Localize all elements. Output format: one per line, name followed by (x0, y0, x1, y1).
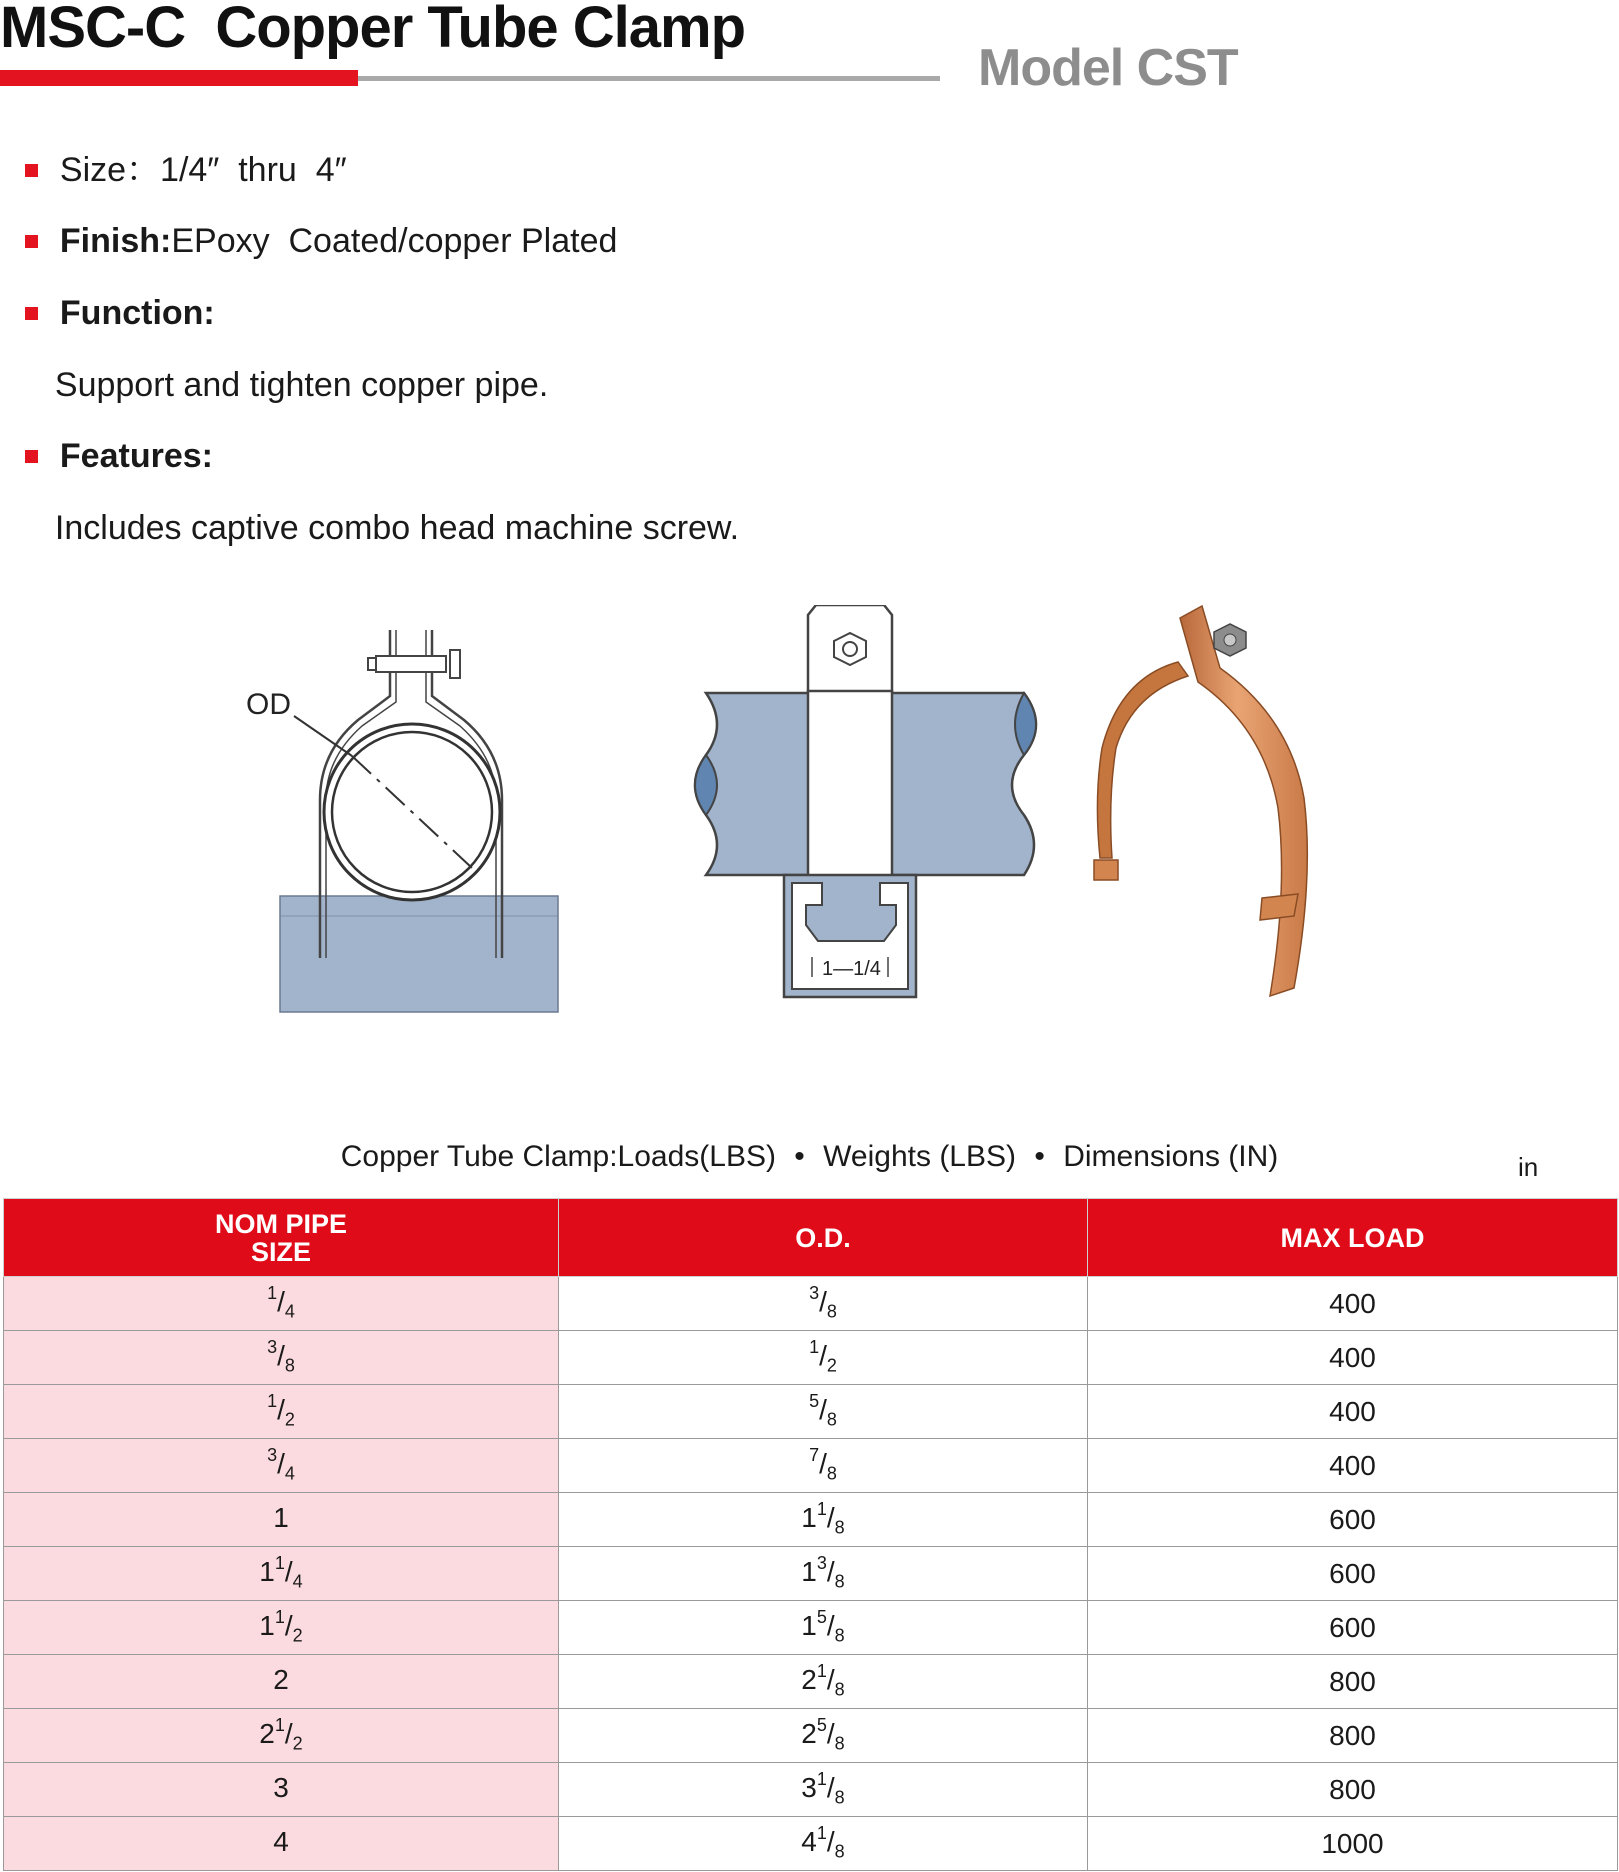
cell-od (559, 1763, 1088, 1817)
page-title: MSC-C Copper Tube Clamp (0, 0, 746, 60)
od-value-slash: / (819, 1447, 827, 1479)
size-value (267, 1390, 295, 1430)
cell-max-load: 600 (1088, 1601, 1618, 1655)
size-value-slash: / (277, 1285, 285, 1317)
cell-max-load: 800 (1088, 1763, 1618, 1817)
size-value-numerator: 1 (267, 1282, 278, 1303)
od-value (809, 1444, 837, 1484)
size-value-whole: 2 (273, 1663, 289, 1695)
size-value-slash: / (277, 1447, 285, 1479)
od-value-slash: / (826, 1555, 835, 1587)
od-value-whole: 1 (801, 1555, 817, 1587)
od-value-denominator: 2 (826, 1355, 837, 1376)
spec-size (0, 110, 347, 190)
cell-max-load: 800 (1088, 1709, 1618, 1763)
table-row (4, 1331, 1618, 1385)
caption-dimensions: Dimensions (IN) (1063, 1140, 1279, 1173)
cell-nom-pipe-size (4, 1331, 559, 1385)
size-value-whole: 2 (259, 1717, 275, 1749)
size-value (273, 1826, 289, 1857)
od-value-slash: / (826, 1825, 835, 1857)
finish-value: EPoxy Coated/copper Plated (171, 222, 618, 260)
size-value-numerator: 3 (267, 1336, 278, 1357)
spec-features (0, 396, 213, 476)
od-value (809, 1336, 837, 1376)
size-value-denominator: 4 (284, 1301, 295, 1322)
od-value-whole: 4 (801, 1825, 817, 1857)
size-value-numerator: 1 (267, 1390, 278, 1411)
cell-od (559, 1817, 1088, 1871)
spec-function (0, 253, 215, 333)
od-value-numerator: 7 (809, 1444, 820, 1465)
model-name: Model CST (978, 39, 1238, 97)
finish-label: Finish: (59, 222, 172, 260)
features-text (0, 468, 739, 548)
cell-max-load: 600 (1088, 1547, 1618, 1601)
table-row (4, 1277, 1618, 1331)
size-value: 1/4″ thru 4″ (160, 151, 347, 189)
table-row (4, 1709, 1618, 1763)
size-value (273, 1502, 289, 1533)
size-value (259, 1714, 303, 1754)
table-row (4, 1547, 1618, 1601)
cell-max-load: 400 (1088, 1439, 1618, 1493)
cell-od (559, 1547, 1088, 1601)
table-row (4, 1817, 1618, 1871)
table-body (4, 1277, 1618, 1871)
caption-separator: • (794, 1140, 805, 1173)
cell-nom-pipe-size (4, 1601, 559, 1655)
od-value (801, 1714, 845, 1754)
od-value (801, 1768, 845, 1808)
od-value-whole: 1 (801, 1501, 817, 1533)
size-value (273, 1664, 289, 1695)
size-value-slash: / (277, 1393, 285, 1425)
cell-nom-pipe-size (4, 1763, 559, 1817)
size-label: Size： (59, 151, 161, 189)
table-row (4, 1655, 1618, 1709)
od-value (801, 1552, 845, 1592)
cell-max-load: 400 (1088, 1331, 1618, 1385)
size-value-denominator: 2 (292, 1625, 303, 1646)
od-value-slash: / (819, 1393, 827, 1425)
od-value-numerator: 3 (809, 1282, 820, 1303)
od-value-slash: / (826, 1609, 835, 1641)
od-value-denominator: 8 (834, 1517, 845, 1538)
od-value-denominator: 8 (834, 1571, 845, 1592)
spec-finish (0, 181, 617, 261)
bullet-icon (25, 307, 38, 320)
header-od: O.D. (559, 1199, 1088, 1277)
od-value-denominator: 8 (834, 1787, 845, 1808)
od-value-numerator: 3 (816, 1552, 827, 1573)
od-value-whole: 1 (801, 1609, 817, 1641)
bullet-icon (25, 450, 38, 463)
clamp-side-view-drawing (688, 605, 1048, 1005)
size-value-whole: 1 (273, 1501, 289, 1533)
title-underline-gray (358, 76, 940, 81)
od-value-numerator: 1 (816, 1768, 827, 1789)
size-value-denominator: 4 (284, 1463, 295, 1484)
cell-max-load: 600 (1088, 1493, 1618, 1547)
cell-nom-pipe-size (4, 1439, 559, 1493)
od-value-slash: / (826, 1501, 835, 1533)
size-value (259, 1606, 303, 1646)
cell-nom-pipe-size (4, 1655, 559, 1709)
function-text (0, 325, 548, 405)
cell-nom-pipe-size (4, 1817, 559, 1871)
od-value-whole: 3 (801, 1771, 817, 1803)
od-value-numerator: 1 (816, 1660, 827, 1681)
od-value-denominator: 8 (826, 1409, 837, 1430)
function-description: Support and tighten copper pipe. (54, 366, 549, 404)
caption-weights: Weights (LBS) (823, 1140, 1017, 1173)
od-value-numerator: 1 (809, 1336, 820, 1357)
cell-nom-pipe-size (4, 1547, 559, 1601)
cell-nom-pipe-size (4, 1709, 559, 1763)
od-value-numerator: 5 (816, 1606, 827, 1627)
cell-nom-pipe-size (4, 1493, 559, 1547)
size-value (259, 1552, 303, 1592)
od-value-denominator: 8 (826, 1301, 837, 1322)
od-value (809, 1282, 837, 1322)
bullet-icon (25, 164, 38, 177)
od-value (801, 1822, 845, 1862)
size-value (267, 1336, 295, 1376)
table-header-row (4, 1199, 1618, 1277)
title-underline-red (0, 70, 358, 86)
size-value-numerator: 1 (274, 1606, 285, 1627)
size-value-denominator: 4 (292, 1571, 303, 1592)
cell-od (559, 1331, 1088, 1385)
table-row (4, 1385, 1618, 1439)
od-value-denominator: 8 (826, 1463, 837, 1484)
od-value-whole: 2 (801, 1663, 817, 1695)
cell-max-load: 800 (1088, 1655, 1618, 1709)
cell-max-load: 400 (1088, 1385, 1618, 1439)
cell-od (559, 1385, 1088, 1439)
table-row (4, 1601, 1618, 1655)
channel-dimension-label: 1—1/4 (822, 958, 881, 980)
size-value-whole: 4 (273, 1825, 289, 1857)
size-value-numerator: 1 (274, 1714, 285, 1735)
size-value (267, 1444, 295, 1484)
size-value-slash: / (284, 1609, 293, 1641)
size-value (267, 1282, 295, 1322)
size-value-denominator: 2 (284, 1409, 295, 1430)
cell-od (559, 1493, 1088, 1547)
function-label: Function: (59, 294, 215, 332)
od-value-numerator: 5 (816, 1714, 827, 1735)
size-value-slash: / (284, 1717, 293, 1749)
od-value-whole: 2 (801, 1717, 817, 1749)
caption-separator: • (1034, 1140, 1045, 1173)
size-value-whole: 1 (259, 1609, 275, 1641)
table-caption (0, 1140, 1619, 1174)
cell-od (559, 1709, 1088, 1763)
units-label: in (1518, 1152, 1539, 1182)
header-max-load: MAX LOAD (1088, 1199, 1618, 1277)
size-value-denominator: 2 (292, 1733, 303, 1754)
cell-od (559, 1277, 1088, 1331)
cell-od (559, 1439, 1088, 1493)
caption-loads: Copper Tube Clamp:Loads(LBS) (340, 1140, 776, 1173)
size-value-slash: / (284, 1555, 293, 1587)
header-nom-pipe-line1: NOM PIPE (214, 1208, 348, 1239)
copper-clamp-product-image (1080, 598, 1360, 1008)
table-row (4, 1493, 1618, 1547)
od-value (801, 1660, 845, 1700)
size-value-numerator: 1 (274, 1552, 285, 1573)
size-value-numerator: 3 (267, 1444, 278, 1465)
header-nom-pipe-line2: SIZE (250, 1236, 311, 1267)
od-value-slash: / (819, 1285, 827, 1317)
clamp-front-view-drawing (240, 620, 570, 1020)
od-value-denominator: 8 (834, 1841, 845, 1862)
size-value (273, 1772, 289, 1803)
od-value-slash: / (826, 1771, 835, 1803)
size-value-denominator: 8 (284, 1355, 295, 1376)
cell-nom-pipe-size (4, 1385, 559, 1439)
od-value (809, 1390, 837, 1430)
od-value-slash: / (819, 1339, 827, 1371)
cell-nom-pipe-size (4, 1277, 559, 1331)
table-row (4, 1439, 1618, 1493)
od-value-numerator: 1 (816, 1822, 827, 1843)
size-value-whole: 3 (273, 1771, 289, 1803)
features-description: Includes captive combo head machine screw. (54, 509, 740, 547)
od-value-slash: / (826, 1663, 835, 1695)
header-nom-pipe-size (4, 1199, 559, 1277)
od-value (801, 1606, 845, 1646)
od-value-numerator: 1 (816, 1498, 827, 1519)
features-label: Features: (59, 437, 213, 475)
size-value-slash: / (277, 1339, 285, 1371)
od-value-denominator: 8 (834, 1679, 845, 1700)
od-value (801, 1498, 845, 1538)
cell-od (559, 1601, 1088, 1655)
od-value-numerator: 5 (809, 1390, 820, 1411)
bullet-icon (25, 235, 38, 248)
size-value-whole: 1 (259, 1555, 275, 1587)
table-row (4, 1763, 1618, 1817)
loads-table (3, 1198, 1618, 1871)
od-label: OD (246, 688, 291, 721)
od-value-denominator: 8 (834, 1733, 845, 1754)
cell-max-load: 1000 (1088, 1817, 1618, 1871)
cell-max-load: 400 (1088, 1277, 1618, 1331)
cell-od (559, 1655, 1088, 1709)
od-value-slash: / (826, 1717, 835, 1749)
od-value-denominator: 8 (834, 1625, 845, 1646)
